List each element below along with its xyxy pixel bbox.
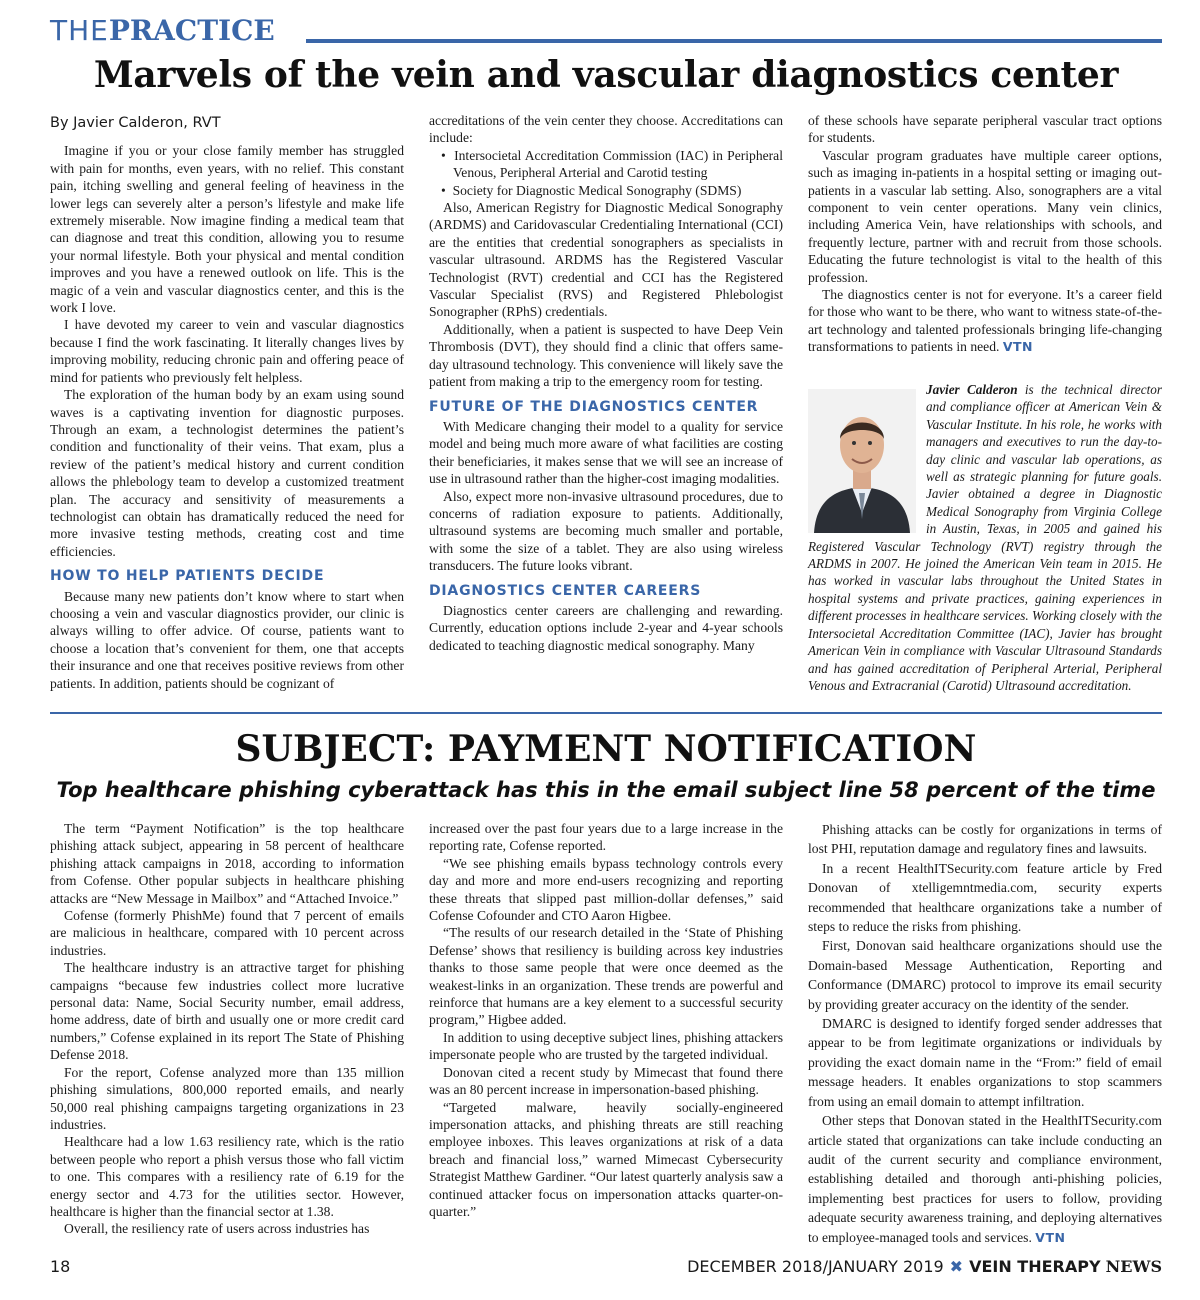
- paragraph: “We see phishing emails bypass technology controls every day and more and more end-users recognizing and reporting these threats that slipped past million-dollar defenses,” said Cofense Cofounder and CTO Aaron Higbee.: [429, 855, 783, 924]
- paragraph: accreditations of the vein center they choose. Accreditations can include:: [429, 113, 783, 146]
- paragraph: Additionally, when a patient is suspected to have Deep Vein Thrombosis (DVT), they should find a clinic that offers same-day ultrasound technology. This convenience will likely save the patient from making a trip to the emergency room for testing.: [429, 321, 783, 390]
- paragraph: of these schools have separate peripheral vascular tract options for students.: [808, 113, 1162, 146]
- paragraph: Donovan cited a recent study by Mimecast that found there was an 80 percent increase in impersonation-based phishing.: [429, 1064, 783, 1098]
- subhead-future: FUTURE OF THE DIAGNOSTICS CENTER: [429, 398, 759, 415]
- paragraph: Cofense (formerly PhishMe) found that 7 percent of emails are malicious in healthcare, compared with 10 percent across industries.: [50, 908, 404, 958]
- paragraph: DMARC is designed to identify forged sender addresses that appear to be from legitimate organizations or individuals by providing the exact domain name in the “From:” field of email message headers. It enables organizations to stop scammers from using an email domain to attempt infiltration.: [808, 1016, 1162, 1109]
- list-item: • Society for Diagnostic Medical Sonography (SDMS): [441, 182, 783, 199]
- paragraph: Overall, the resiliency rate of users across industries has: [64, 1221, 370, 1237]
- subhead-careers: DIAGNOSTICS CENTER CAREERS: [429, 582, 702, 599]
- article2-column-2: [429, 820, 783, 1220]
- article1-column-1: [50, 115, 404, 692]
- paragraph: With Medicare changing their model to a quality for service model and being much more aware of what facilities are costing their beneficiaries, it makes sense that we will see an increase of use in ultrasound rather than the higher-cost imaging modalities.: [429, 418, 783, 487]
- publication-name-news: NEWS: [1105, 1257, 1162, 1276]
- article2-column-3: [808, 820, 1162, 1247]
- page-footer: [50, 1256, 1162, 1280]
- bio-text: is the technical director and compliance officer at American Vein & Vascular Institute. In his role, he works with managers and executives to run the day-to-day clinic and vascular lab operations, as well as strategic planning for future goals. Javier obtained a degree in Diagnostic Medical Sonography from Virginia College in Austin, Texas, in 2005 and gained his Registered Vascular Technology (RVT) registry through the ARDMS in 2007. He joined the American Vein team in 2015. He has worked in vascular labs throughout the United States in hospital systems and private practices, gaining experiences in different processes in healthcare services. Working closely with the Intersocietal Accreditation Committee (IAC), Javier has brought American Vein in compliance with Vascular Ultrasound Standards and has gained accreditation of Peripheral Arterial, Peripheral Venous and Extracranial (Carotid) Ultrasound accreditation.: [808, 382, 1162, 693]
- article2-headline: SUBJECT: PAYMENT NOTIFICATION: [235, 728, 977, 770]
- end-mark: VTN: [1035, 1229, 1066, 1245]
- article2-subheadline: Top healthcare phishing cyberattack has this in the email subject line 58 percent of the time: [56, 778, 1156, 802]
- bio-name: Javier Calderon: [926, 382, 1018, 397]
- paragraph: [808, 1111, 1162, 1247]
- paragraph: Imagine if you or your close family member has struggled with pain for months, even years, with no relief. This constant pain, itching swelling and general feeling of heaviness in the lower legs can severely alter a person’s lifestyle and make life extremely miserable. Now imagine finding a medical team that can diagnose and treat this condition, allowing you to resume your normal lifestyle. Both your physical and mental condition improves and you have a renewed outlook on life. This is the magic of a vein and vascular diagnostics center, and this is the work I love.: [50, 143, 404, 316]
- paragraph: The exploration of the human body by an exam using sound waves is a captivating invention for diagnostic purposes. Through an exam, a technologist determines the patient’s condition and functionality of their veins. That exam, plus a review of the patient’s medical history and current condition allows the phlebology team to develop a customized treatment plan. The accuracy and sensitivity of measurements a technologist can obtain has dramatically reduced the need for more invasive testing methods, creating cost and time efficiencies.: [50, 387, 404, 559]
- issue-date: DECEMBER 2018/JANUARY 2019: [687, 1257, 944, 1276]
- page-number: 18: [50, 1257, 71, 1276]
- section-label-practice: PRACTICE: [108, 14, 275, 47]
- section-header: [50, 14, 1162, 50]
- paragraph: In addition to using deceptive subject lines, phishing attackers impersonate people who are trusted by the targeted individual.: [429, 1029, 783, 1063]
- article1-column-3: [808, 112, 1162, 356]
- end-mark: VTN: [1002, 339, 1033, 355]
- paragraph: [808, 286, 1162, 356]
- paragraph: The healthcare industry is an attractive target for phishing campaigns “because few industries collect more lucrative personal data: Name, Social Security number, email address, home address, date of birth and usually one or more credit card numbers,” Cofense explained in its report The State of Phishing Defense 2018.: [50, 960, 404, 1063]
- list-item: • Intersocietal Accreditation Commission (IAC) in Peripheral Venous, Peripheral Arterial and Carotid testing: [441, 147, 783, 182]
- paragraph: In a recent HealthITSecurity.com feature article by Fred Donovan of xtelligemntmedia.com, security experts recommended that healthcare organizations take a number of steps to reduce the risks from phishing.: [808, 860, 1162, 935]
- author-photo: [808, 389, 916, 533]
- paragraph: Healthcare had a low 1.63 resiliency rate, which is the ratio between people who report a phish versus those who fall victim to one. This compares with a resiliency rate of 6.19 for the energy sector and 4.73 for the utilities sector. However, healthcare is higher than the financial sector at 1.38.: [50, 1134, 404, 1219]
- paragraph: Because many new patients don’t know where to start when choosing a vein and vascular diagnostics provider, our clinic is always willing to offer advice. Of course, patients want to choose a location that’s convenient for them, one that accepts their insurance and one that receives positive reviews from other patients. In addition, patients should be cognizant of: [50, 588, 404, 691]
- section-rule: [306, 39, 1162, 43]
- paragraph: Diagnostics center careers are challenging and rewarding. Currently, education options include 2-year and 4-year schools dedicated to teaching diagnostic medical sonography. Many: [429, 602, 783, 653]
- paragraph-text: Other steps that Donovan stated in the HealthITSecurity.com article stated that organizations can take include conducting an audit of the current security and compliance environment, establishing detailed and thorough anti-phishing policies, implementing best practices for users to follow, providing adequate security awareness training, and deploying alternatives to employee-managed tools and services.: [808, 1113, 1162, 1245]
- issue-line: [687, 1257, 1162, 1276]
- paragraph: Also, expect more non-invasive ultrasound procedures, due to concerns of radiation exposure to patients. Additionally, ultrasound systems are becoming much smaller and portable, with some the size of a tablet. They are also using wireless transducers. The future looks vibrant.: [429, 488, 783, 574]
- subhead-help-patients: HOW TO HELP PATIENTS DECIDE: [50, 568, 325, 585]
- article1-column-2: [429, 112, 783, 654]
- byline: By Javier Calderon, RVT: [50, 115, 221, 131]
- publication-name: VEIN THERAPY: [969, 1257, 1101, 1276]
- paragraph: I have devoted my career to vein and vascular diagnostics because I find the work fascinating. It literally changes lives by improving mobility, reducing chronic pain and offering peace of mind for patients who previously felt helpless.: [50, 317, 404, 385]
- accreditation-list: [441, 147, 783, 199]
- paragraph: “The results of our research detailed in the ‘State of Phishing Defense’ shows that resiliency is building across key industries thanks to those same people that were once deemed as the weakest-links in an organization. These trends are powerful and reinforce that humans are a key element to a successful security program,” Higbee added.: [429, 925, 783, 1028]
- paragraph: “Targeted malware, heavily socially-engineered impersonation attacks, and phishing threats are still reaching employee inboxes. This leaves organizations at risk of a data breach and financial loss,” warned Mimecast Cybersecurity Strategist Matthew Gardiner. “Our latest quarterly analysis saw a continued attacker focus on impersonation attacks quarter-on-quarter.”: [429, 1099, 783, 1219]
- paragraph: For the report, Cofense analyzed more than 135 million phishing simulations, 800,000 reported emails, and nearly 50,000 real phishing campaigns targeting organizations in 23 industries.: [50, 1064, 404, 1132]
- section-label-the: THE: [50, 14, 109, 47]
- article-divider: [50, 712, 1162, 714]
- paragraph: Phishing attacks can be costly for organizations in terms of lost PHI, reputation damage and regulatory fines and lawsuits.: [808, 822, 1162, 857]
- article1-headline: Marvels of the vein and vascular diagnostics center: [93, 54, 1119, 96]
- paragraph: First, Donovan said healthcare organizations should use the Domain-based Message Authentication, Reporting and Conformance (DMARC) protocol to improve its email security by providing greater accuracy on the identity of the sender.: [808, 938, 1162, 1012]
- paragraph: increased over the past four years due to a large increase in the reporting rate, Cofense reported.: [429, 821, 783, 854]
- paragraph: Vascular program graduates have multiple career options, such as imaging in-patients in a hospital setting or imaging out-patients in a vascular lab setting. Also, sonographers are a vital component to vein center operations. Many vein clinics, including America Vein, have relationships with schools, and frequently lecture, partner with and recruit from those schools. Educating the future technologist is vital to the health of this profession.: [808, 147, 1162, 285]
- paragraph-text: The diagnostics center is not for everyone. It’s a career field for those who want to be there, who want to witness state-of-the-art technology and talented professionals bringing life-changing transformations to patients in need.: [808, 287, 1162, 355]
- paragraph: Also, American Registry for Diagnostic Medical Sonography (ARDMS) and Caridovascular Credentialing International (CCI) are the entities that credential sonographers as specialists in vascular ultrasound. ARDMS has the Registered Vascular Technologist (RVT) credential and CCI has the Registered Vascular Specialist (RVS) and Registered Phlebologist Sonographer (RPhS) credentials.: [429, 200, 783, 320]
- diamond-icon: ✖: [949, 1257, 964, 1276]
- author-bio: [808, 381, 1162, 694]
- article2-column-1: [50, 820, 404, 1238]
- paragraph: The term “Payment Notification” is the top healthcare phishing attack subject, appearing in 58 percent of healthcare phishing attack campaigns in 2018, according to information from Cofense. Other popular subjects in healthcare phishing attacks are “New Message in Mailbox” and “Attached Invoice.”: [50, 821, 404, 906]
